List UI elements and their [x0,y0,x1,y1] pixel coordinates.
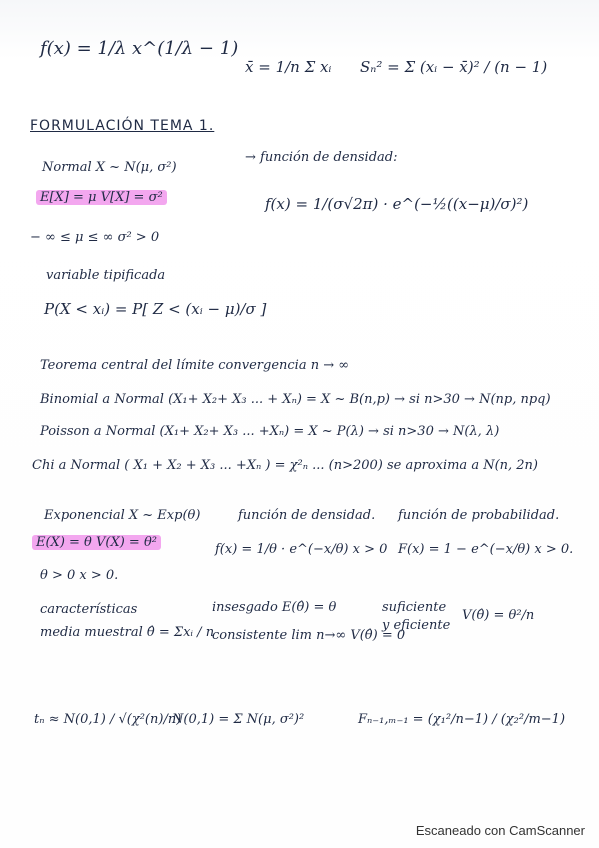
section-title: FORMULACIÓN TEMA 1. [30,118,215,134]
t-formula: tₙ ≈ N(0,1) / √(χ²(n)/n) [34,712,182,727]
mean-formula: x̄ = 1/n Σ xᵢ [245,58,332,76]
camscanner-footer: Escaneado con CamScanner [415,823,585,838]
f-distribution-formula: Fₙ₋₁,ₘ₋₁ = (χ₁²/n−1) / (χ₂²/m−1) [358,712,566,727]
tcl-poisson: Poisson a Normal (X₁+ X₂+ X₃ ... +Xₙ) = X ~ P(λ) → si n>30 → N(λ, λ) [40,424,500,439]
exp-expectation: E(X) = θ V(X) = θ² [32,535,161,550]
insesgado: insesgado E(θ̂) = θ [212,600,337,615]
media-muestral: media muestral θ̂ = Σxᵢ / n [40,625,215,640]
consistente: consistente lim n→∞ V(θ̂) = 0 [212,628,406,643]
exp-range: θ > 0 x > 0. [40,568,119,583]
tcl-chi: Chi a Normal ( X₁ + X₂ + X₃ ... +Xₙ ) = χ²ₙ ... (n>200) se aproxima a N(n, 2n) [32,458,538,473]
tcl-binomial: Binomial a Normal (X₁+ X₂+ X₃ ... + Xₙ) = X ~ B(n,p) → si n>30 → N(np, npq) [40,392,551,407]
exp-prob-label: función de probabilidad. [398,508,560,523]
standardized-label: variable tipificada [46,268,166,283]
f-formula: f(x) = 1/λ x^(1/λ − 1) [40,38,239,59]
normal-expectation: E[X] = μ V[X] = σ² [36,190,167,205]
normal-title: Normal X ~ N(μ, σ²) [42,160,177,175]
normal-density-formula: f(x) = 1/(σ√2π) · e^(−½((x−μ)/σ)²) [265,195,529,213]
normal-range: − ∞ ≤ μ ≤ ∞ σ² > 0 [30,230,160,245]
eficiente: y eficiente [382,618,451,633]
n-formula: N(0,1) = Σ N(μ, σ²)² [172,712,305,727]
suficiente: suficiente [382,600,447,615]
exponencial-title: Exponencial X ~ Exp(θ) [44,508,201,523]
exp-density-label: función de densidad. [238,508,376,523]
exp-density-formula: f(x) = 1/θ · e^(−x/θ) x > 0 [215,542,388,557]
caracteristicas-title: características [40,602,138,617]
variance-formula: Sₙ² = Σ (xᵢ − x̄)² / (n − 1) [360,58,548,76]
normal-density-label: → función de densidad: [245,150,398,165]
standardized-formula: P(X < xᵢ) = P[ Z < (xᵢ − μ)/σ ] [44,300,267,318]
estimator-variance: V(θ̂) = θ²/n [462,608,535,623]
tcl-title: Teorema central del límite convergencia n → ∞ [40,358,350,373]
exp-prob-formula: F(x) = 1 − e^(−x/θ) x > 0. [398,542,574,557]
